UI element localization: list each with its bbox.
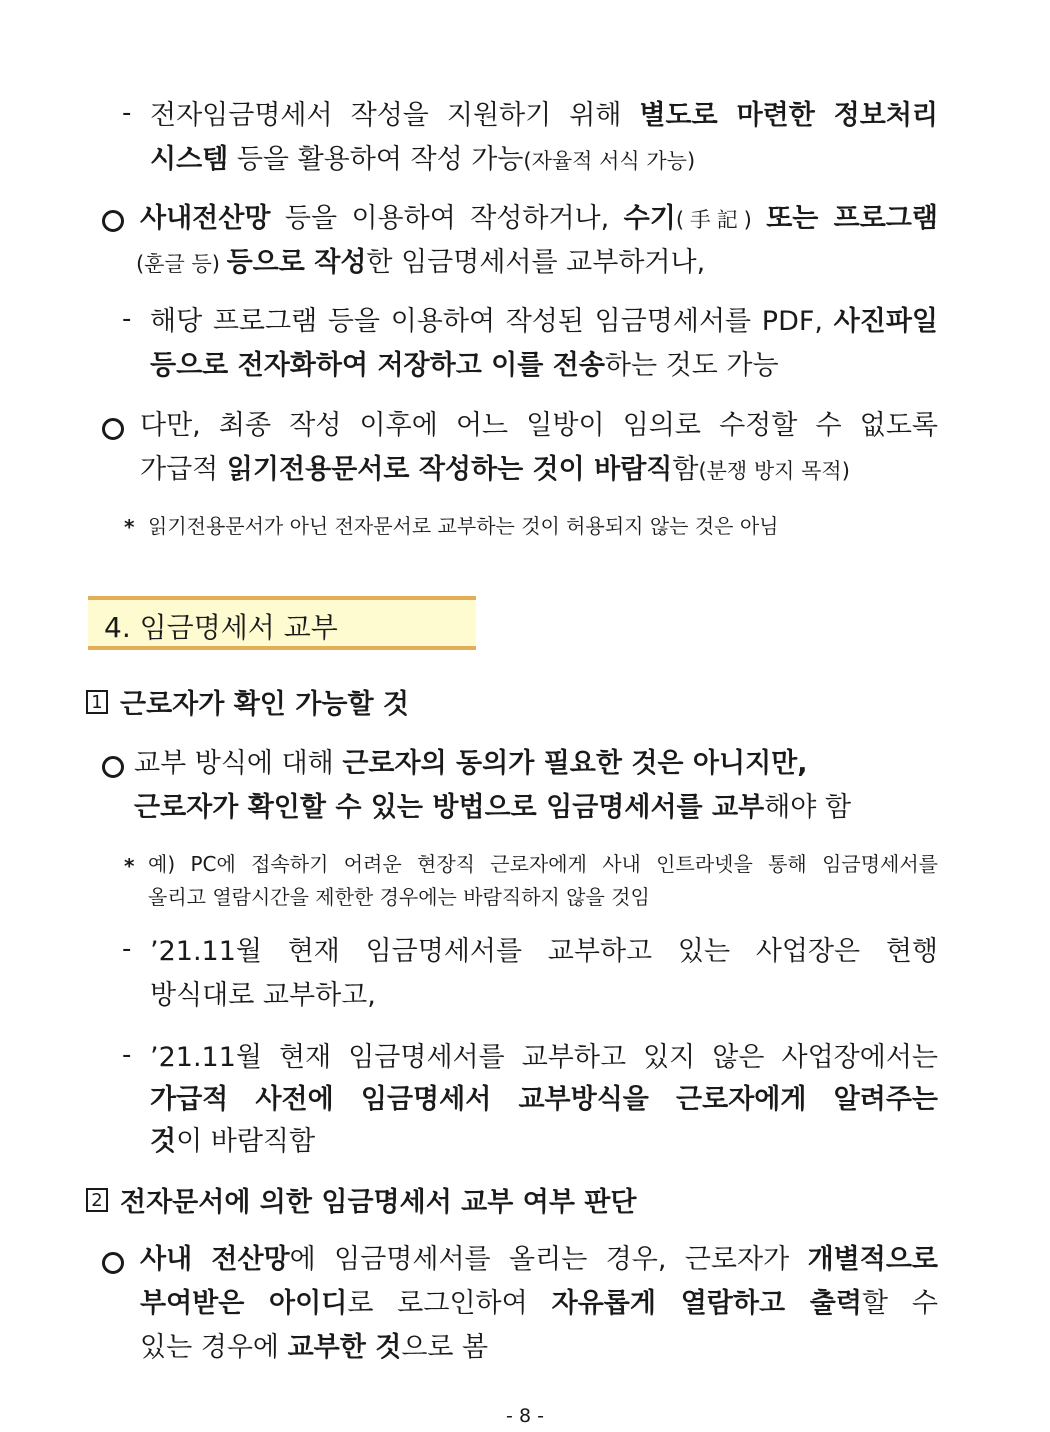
paren-text: (手記) xyxy=(675,208,752,232)
text: 전자임금명세서 작성을 지원하기 위해 xyxy=(150,100,640,131)
section-title: 4. 임금명세서 교부 xyxy=(104,611,338,644)
subheading-1: 근로자가 확인 가능할 것 xyxy=(120,689,410,720)
paren-text: (훈글 등) xyxy=(136,252,227,276)
note1 xyxy=(148,510,778,543)
text xyxy=(752,203,766,234)
circle-bullet-icon xyxy=(102,1252,124,1274)
para4-line2 xyxy=(140,448,850,493)
dash-bullet: - xyxy=(122,98,132,128)
para5-line2 xyxy=(134,786,851,830)
bold-text: 교부한 것 xyxy=(287,1332,402,1363)
para8-line2 xyxy=(140,1282,938,1326)
bold-text: 사진파일 xyxy=(833,306,938,337)
section-header-box xyxy=(88,596,476,650)
asterisk-bullet: * xyxy=(124,854,135,878)
text: 로 로그인하여 xyxy=(347,1288,552,1319)
paren-text: (분쟁 방지 목적) xyxy=(698,459,850,483)
para7-line1 xyxy=(150,1036,938,1080)
para6-line1 xyxy=(150,930,938,974)
text: 함 xyxy=(672,454,699,485)
para3-line1 xyxy=(150,300,938,344)
note-text: 올리고 열람시간을 제한한 경우에는 바람직하지 않을 것임 xyxy=(148,885,650,909)
bold-text: 사내전산망 xyxy=(140,203,271,234)
text: 하는 것도 가능 xyxy=(604,350,779,381)
text: 으로 봄 xyxy=(401,1332,489,1363)
page-number: - 8 - xyxy=(506,1405,544,1427)
text: 등을 활용하여 작성 가능 xyxy=(228,144,524,175)
bold-text: 읽기전용문서로 작성하는 것이 바람직 xyxy=(226,454,673,485)
text: 다만, 최종 작성 이후에 어느 일방이 임의로 수정할 수 없도록 xyxy=(140,410,938,441)
note2-line1 xyxy=(148,848,938,881)
bold-text: 또는 프로그램 xyxy=(766,203,938,234)
para2-line1 xyxy=(140,197,938,242)
bold-text: 등으로 전자화하여 저장하고 이를 전송 xyxy=(150,350,605,381)
text: 할 수 xyxy=(861,1288,938,1319)
number-box: 1 xyxy=(86,690,108,714)
text: 방식대로 교부하고, xyxy=(150,980,376,1011)
dash-bullet: - xyxy=(122,934,132,964)
bold-text: 별도로 마련한 정보처리 xyxy=(639,100,938,131)
text: 한 임금명세서를 교부하거나, xyxy=(366,247,706,278)
paren-text: (자율적 서식 가능) xyxy=(523,149,696,173)
para8-line1 xyxy=(140,1238,938,1282)
bold-text: 수기 xyxy=(623,203,676,234)
para7-line3 xyxy=(150,1120,315,1164)
bold-text: 등으로 작성 xyxy=(226,247,367,278)
bold-text: 자유롭게 열람하고 출력 xyxy=(551,1288,862,1319)
para4-line1 xyxy=(140,404,938,448)
circle-bullet-icon xyxy=(102,418,124,440)
text: 해야 함 xyxy=(764,792,852,823)
text: 교부 방식에 대해 xyxy=(134,748,343,779)
para1-line1 xyxy=(150,94,938,138)
bold-text: 것 xyxy=(150,1126,177,1157)
bold-text: 부여받은 아이디 xyxy=(140,1288,348,1319)
note-text: 읽기전용문서가 아닌 전자문서로 교부하는 것이 허용되지 않는 것은 아님 xyxy=(148,514,779,538)
note-text: 예) PC에 접속하기 어려운 현장직 근로자에게 사내 인트라넷을 통해 임금명세서를 xyxy=(148,852,938,876)
bold-text: 근로자가 확인할 수 있는 방법으로 임금명세서를 교부 xyxy=(134,792,765,823)
text: 등을 이용하여 작성하거나, xyxy=(270,203,624,234)
para7-line2 xyxy=(150,1078,938,1122)
bold-text: 가급적 사전에 임금명세서 교부방식을 근로자에게 알려주는 xyxy=(150,1084,938,1115)
text: 이 바람직함 xyxy=(176,1126,316,1157)
circle-bullet-icon xyxy=(102,210,124,232)
text: 있는 경우에 xyxy=(140,1332,288,1363)
bold-text: 근로자의 동의가 필요한 것은 아니지만, xyxy=(342,748,808,779)
bold-text: 시스템 xyxy=(150,144,229,175)
text: 가급적 xyxy=(140,454,227,485)
para5-line1 xyxy=(134,742,808,786)
dash-bullet: - xyxy=(122,304,132,334)
para2-line2 xyxy=(136,241,705,286)
para1-line2 xyxy=(150,138,695,183)
note2-line2 xyxy=(148,881,650,914)
dash-bullet: - xyxy=(122,1040,132,1070)
text: ’21.11월 현재 임금명세서를 교부하고 있는 사업장은 현행 xyxy=(150,936,938,967)
text: ’21.11월 현재 임금명세서를 교부하고 있지 않은 사업장에서는 xyxy=(150,1042,938,1073)
subheading-2: 전자문서에 의한 임금명세서 교부 여부 판단 xyxy=(120,1187,637,1218)
bold-text: 사내 전산망 xyxy=(140,1244,290,1275)
text: 에 임금명세서를 올리는 경우, 근로자가 xyxy=(289,1244,808,1275)
para8-line3 xyxy=(140,1326,488,1370)
bold-text: 개별적으로 xyxy=(807,1244,938,1275)
asterisk-bullet: * xyxy=(124,515,135,539)
para6-line2 xyxy=(150,974,376,1018)
text: 해당 프로그램 등을 이용하여 작성된 임금명세서를 PDF, xyxy=(150,306,834,337)
circle-bullet-icon xyxy=(102,756,124,778)
number-box: 2 xyxy=(86,1188,108,1212)
para3-line2 xyxy=(150,344,779,388)
